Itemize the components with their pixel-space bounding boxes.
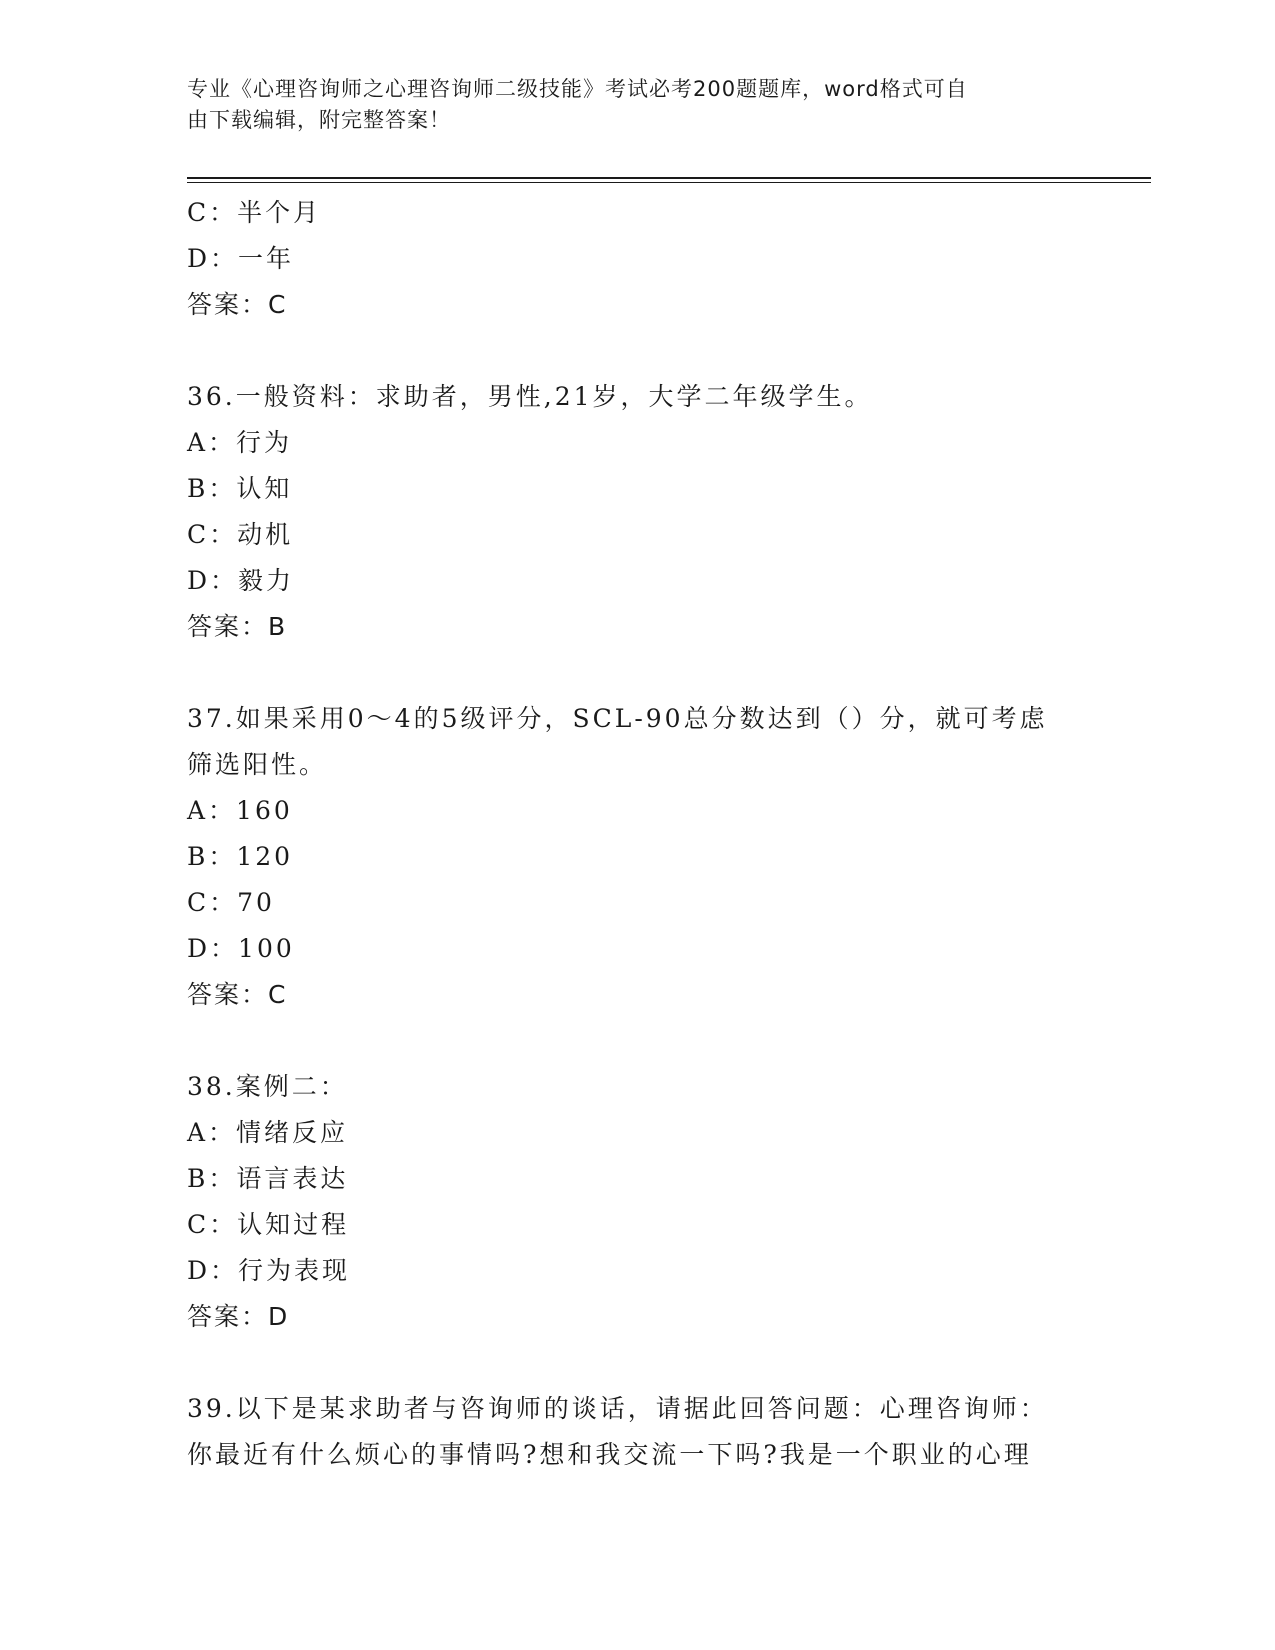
question-stem-line-2: 筛选阳性。 — [187, 750, 328, 779]
option-d: D：毅力 — [187, 566, 295, 595]
answer-line: 答案：C — [187, 980, 288, 1009]
question-36 — [187, 374, 1067, 650]
option-d: D：行为表现 — [187, 1256, 351, 1285]
option-a: A：160 — [187, 796, 293, 825]
option-b: B：认知 — [187, 474, 293, 503]
answer-line: 答案：B — [187, 612, 288, 641]
option-c: C：动机 — [187, 520, 294, 549]
answer-line: 答案：D — [187, 1302, 290, 1331]
answer-line: 答案：C — [187, 290, 288, 319]
option-a: A：行为 — [187, 428, 293, 457]
option-c: C：半个月 — [187, 198, 322, 227]
question-37 — [187, 696, 1067, 1018]
header-divider-thin — [187, 182, 1151, 183]
option-d: D：100 — [187, 934, 295, 963]
spacer — [187, 1340, 1067, 1386]
question-list — [187, 190, 1067, 1478]
question-stem: 36.一般资料：求助者，男性,21岁，大学二年级学生。 — [187, 382, 873, 411]
option-c: C：认知过程 — [187, 1210, 350, 1239]
header-line-1: 专业《心理咨询师之心理咨询师二级技能》考试必考200题题库，word格式可自 — [187, 77, 968, 101]
spacer — [187, 328, 1067, 374]
option-d: D：一年 — [187, 244, 295, 273]
question-35-continuation — [187, 190, 1067, 328]
question-stem-line-1: 39.以下是某求助者与咨询师的谈话，请据此回答问题：心理咨询师： — [187, 1394, 1048, 1423]
question-38 — [187, 1064, 1067, 1340]
option-b: B：语言表达 — [187, 1164, 349, 1193]
spacer — [187, 650, 1067, 696]
option-b: B：120 — [187, 842, 294, 871]
header-line-2: 由下载编辑，附完整答案！ — [187, 108, 451, 132]
document-header — [187, 74, 1067, 136]
option-c: C：70 — [187, 888, 275, 917]
header-divider-thick — [187, 177, 1151, 179]
question-stem: 38.案例二： — [187, 1072, 348, 1101]
option-a: A：情绪反应 — [187, 1118, 349, 1147]
question-stem-line-1: 37.如果采用0～4的5级评分，SCL-90总分数达到（）分，就可考虑 — [187, 704, 1048, 733]
question-stem-line-2: 你最近有什么烦心的事情吗?想和我交流一下吗?我是一个职业的心理 — [187, 1440, 1032, 1469]
spacer — [187, 1018, 1067, 1064]
question-39 — [187, 1386, 1067, 1478]
